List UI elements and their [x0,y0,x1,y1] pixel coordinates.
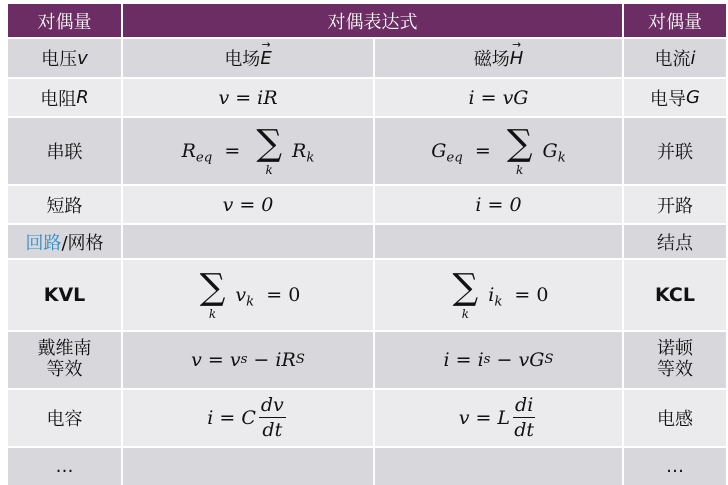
loop-link[interactable]: 回路 [25,232,62,254]
thevenin-formula-cell: v = v s − iR S [123,332,373,388]
electric-field-cell: 电场 → E [123,39,373,77]
resistance-cell: 电阻 R [8,79,121,116]
short-circuit-cell: 短路 [8,186,121,223]
header-center: 对偶表达式 [123,4,622,37]
kvl-cell: KVL [8,260,121,330]
duality-table [8,4,720,477]
open-formula-cell: i = 0 [375,186,622,223]
open-circuit-cell: 开路 [624,186,726,223]
current-cell: 电流 i [624,39,726,77]
series-cell: 串联 [8,118,121,184]
parallel-formula-cell: $G_{eq}$ = ∑ k $G_k$ [375,118,622,184]
empty-last-right [375,448,622,485]
inductor-formula-cell: v = L $\frac{di}{dt}$ [375,390,622,446]
node-cell: 结点 [624,225,726,258]
thevenin-cell: 戴维南 等效 [8,332,121,388]
kvl-formula-cell: ∑ k $v_k$ = 0 [123,260,373,330]
conductance-law-cell: i = vG [375,79,622,116]
kcl-formula-cell: ∑ k $i_k$ = 0 [375,260,622,330]
loop-mesh-cell: 回路 /网格 [8,225,121,258]
short-formula-cell: v = 0 [123,186,373,223]
ellipsis-left-cell: … [8,448,121,485]
ellipsis-right-cell: … [624,448,726,485]
norton-cell: 诺顿 等效 [624,332,726,388]
empty-cell-right [375,225,622,258]
magnetic-field-cell: 磁场 → H [375,39,622,77]
empty-cell-left [123,225,373,258]
header-left: 对偶量 [8,4,121,37]
kcl-cell: KCL [624,260,726,330]
inductor-cell: 电感 [624,390,726,446]
norton-formula-cell: i = i s − vG S [375,332,622,388]
series-formula-cell: $R_{eq}$ = ∑ k $R_k$ [123,118,373,184]
capacitor-formula-cell: i = C $\frac{dv}{dt}$ [123,390,373,446]
voltage-cell: 电压 v [8,39,121,77]
capacitor-cell: 电容 [8,390,121,446]
ohm-law-cell: v = iR [123,79,373,116]
empty-last-left [123,448,373,485]
parallel-cell: 并联 [624,118,726,184]
header-right: 对偶量 [624,4,726,37]
conductance-cell: 电导 G [624,79,726,116]
